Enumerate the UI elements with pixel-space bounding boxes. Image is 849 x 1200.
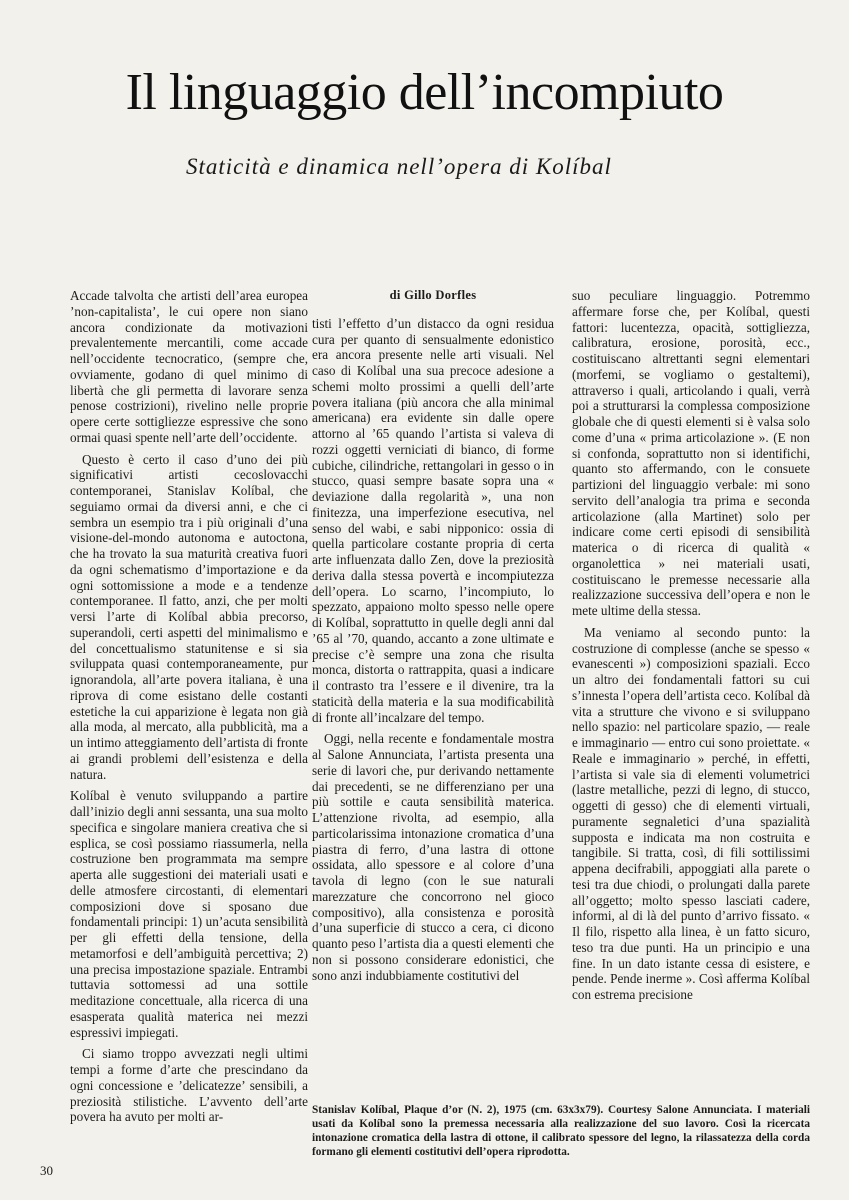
paragraph: Ma veniamo al secondo punto: la costruzione di complesse (anche se spesso « evanescenti ») composizioni spaziali. Ecco un altro dei fondamentali fattori su cui s’innesta l’opera dell’artista ceco. Kolíbal dà vita a strutture che vivono e si sviluppano nello spazio: nel particolare spazio, — reale e immaginario — entro cui sono proiettate. « Reale e immaginario » perché, in effetti, l’artista si vale sia di elementi volumetrici (lastre metalliche, pezzi di legno, di stucco, oggetti di gesso) che di elementi virtuali, puramente segnaletici d’una spazialità supposta e indicata ma non costruita e tangibile. Si tratta, così, di fili sottilissimi appena decifrabili, appoggiati alla parete o tesi tra due chiodi, o prolungati dalla parete all’oggetto; molto spesso lasciati cadere, informi, al di là del punto d’arrivo fissato. « Il filo, rispetto alla linea, è un fatto sicuro, teso tra due punti. Ha un principio e una fine. In un dato istante cessa di esistere, e pende. Pende inerme ». Così afferma Kolíbal con estrema precisione [572, 624, 810, 1002]
article-subtitle: Staticità e dinamica nell’opera di Kolíbal [186, 154, 612, 179]
text-column-1 [70, 288, 308, 1131]
paragraph: Kolíbal è venuto sviluppando a partire dall’inizio degli anni sessanta, una sua molto specifica e singolare maniera creativa che si esplica, se così possiamo riassumerla, nella costruzione ben programmata ma sempre aperta alle suggestioni dei materiali usati e delle atmosfere circostanti, di elementari composizioni dove si sposano due fondamentali principi: 1) un’acuta sensibilità per gli effetti della tensione, della metamorfosi e dell’ambiguità percettiva; 2) una precisa impostazione spaziale. Entrambi tuttavia sottomessi ad una sottile meditazione concettuale, alla ricerca di una esasperata qualità materica nei mezzi espressivi impiegati. [70, 788, 308, 1040]
paragraph: Accade talvolta che artisti dell’area europea ’non-capitalista’, le cui opere non siano ancora condizionate da motivazioni prevalentemente mercantili, come accade nell’occidente tecnocratico, (sempre che, ovviamente, godano di quel minimo di libertà che gli permetta di lavorare senza penose costrizioni), rivelino nelle proprie opere certe sottigliezze espressive che sono ormai quasi spente nell’arte dell’occidente. [70, 288, 308, 445]
paragraph: Oggi, nella recente e fondamentale mostra al Salone Annunciata, l’artista presenta una serie di lavori che, pur derivando nettamente dai precedenti, se ne differenziano per una più sottile e cauta sensibilità materica. L’attenzione rivolta, ad esempio, alla particolarissima intonazione cromatica d’una piastra di ferro, d’una lastra di ottone ossidata, allo spessore e al colore d’una tavola di legno (con le sue naturali marezzature che concorrono nel gioco compositivo), alla consistenza e porosità d’una superficie di stucco a cera, ci dicono quanto peso l’artista dia a questi elementi che non si possono considerare edonistici, che sono anzi indubbiamente costitutivi del [312, 731, 554, 983]
text-column-2 [312, 288, 554, 989]
page-number: 30 [40, 1163, 53, 1178]
image-caption: Stanislav Kolíbal, Plaque d’or (N. 2), 1975 (cm. 63x3x79). Courtesy Salone Annunciata. I materiali usati da Kolíbal sono la premessa necessaria alla realizzazione del suo lavoro. Così la ricercata intonazione cromatica della lastra di ottone, il calibrato spessore del legno, la rilassatezza della corda formano gli elementi costitutivi dell’opera riprodotta. [312, 1104, 810, 1158]
paragraph: tisti l’effetto d’un distacco da ogni residua cura per quanto di sensualmente edonistico era ancora presente nelle arti visuali. Nel caso di Kolíbal una sua precoce adesione a schemi molto prossimi a quelli dell’arte povera italiana (più ancora che alla minimal americana) era evidente sin dalle opere attorno al ’65 quando l’artista si valeva di rozzi oggetti verniciati di bianco, di forme cubiche, cilindriche, rettangolari in gesso o in stucco, quasi sempre basate sopra una « deviazione dalla regolarità », una non finitezza, una imperfezione esecutiva, nel senso del wabi, e sabi nipponico: ossia di quella particolare costante propria di certa arte influenzata dallo Zen, dove la preziosità deriva dalla stessa povertà e incompiutezza dell’opera. Lo scarno, l’incompiuto, lo spezzato, appaiono molto spesso nelle opere di Kolíbal, soprattutto in quelle degli anni dal ’65 al ’70, quando, accanto a zone ultimate e precise c’è sempre una zona che risulta monca, distorta o rattrappita, quasi a indicare il contrasto tra l’essere e il divenire, tra la staticità della materia e la sua modificabilità di fronte all’incalzare del tempo. [312, 315, 554, 725]
article-byline: di Gillo Dorfles [389, 288, 477, 302]
article-title: Il linguaggio dell’incompiuto [125, 63, 724, 121]
paragraph: Ci siamo troppo avvezzati negli ultimi tempi a forme d’arte che prescindano da ogni concessione e ’delicatezze’ sensibili, a preziosità stilistiche. L’avvento dell’arte povera ha avuto per molti ar- [70, 1046, 308, 1125]
text-column-3 [572, 288, 810, 1009]
paragraph: suo peculiare linguaggio. Potremmo affermare forse che, per Kolíbal, questi fattori: lucentezza, opacità, sottigliezza, calibratura, erosione, porosità, ecc., costituiscano altrettanti segni elementari (morfemi, se vogliamo o gestaltemi), attraverso i quali, articolando i quali, verrà poi a strutturarsi la complessa composizione globale che di questi elementi si è valsa solo come d’una « prima articolazione ». (E non si confonda, soprattutto non si identifichi, quanto sto affermando, con le consuete partizioni del linguaggio verbale: mi sono servito dell’analogia tra prima e seconda articolazione (alla Martinet) solo per indicare come certi episodi di sensibilità materica o di ricerca di qualità « organolettica » nei materiali usati, costituiscano le premesse necessarie alla realizzazione successiva dell’opera e non le mete ultime della stessa. [572, 288, 810, 618]
paragraph: Questo è certo il caso d’uno dei più significativi artisti cecoslovacchi contemporanei, Stanislav Kolíbal, che seguiamo ormai da diversi anni, e che ci sembra un esempio tra i più originali d’una visione-del-mondo autonoma e autoctona, che ha trovato la sua maturità creativa fuori da ogni schematismo d’importazione e da ogni sottomissione a mode e a tendenze contemporanee. Il fatto, anzi, che per molti versi l’arte di Kolíbal abbia precorso, superandoli, certi aspetti del minimalismo e del concettualismo statunitense e si sia sviluppata quasi contemporaneamente, pur ignorandola, all’arte povera italiana, è una riprova di come esistano delle costanti estetiche la cui apparizione è legata non già alla moda, al mercato, alla pubblicità, ma a un intimo atteggiamento dell’artista di fronte ai grandi problemi dell’esistenza e della natura. [70, 451, 308, 782]
